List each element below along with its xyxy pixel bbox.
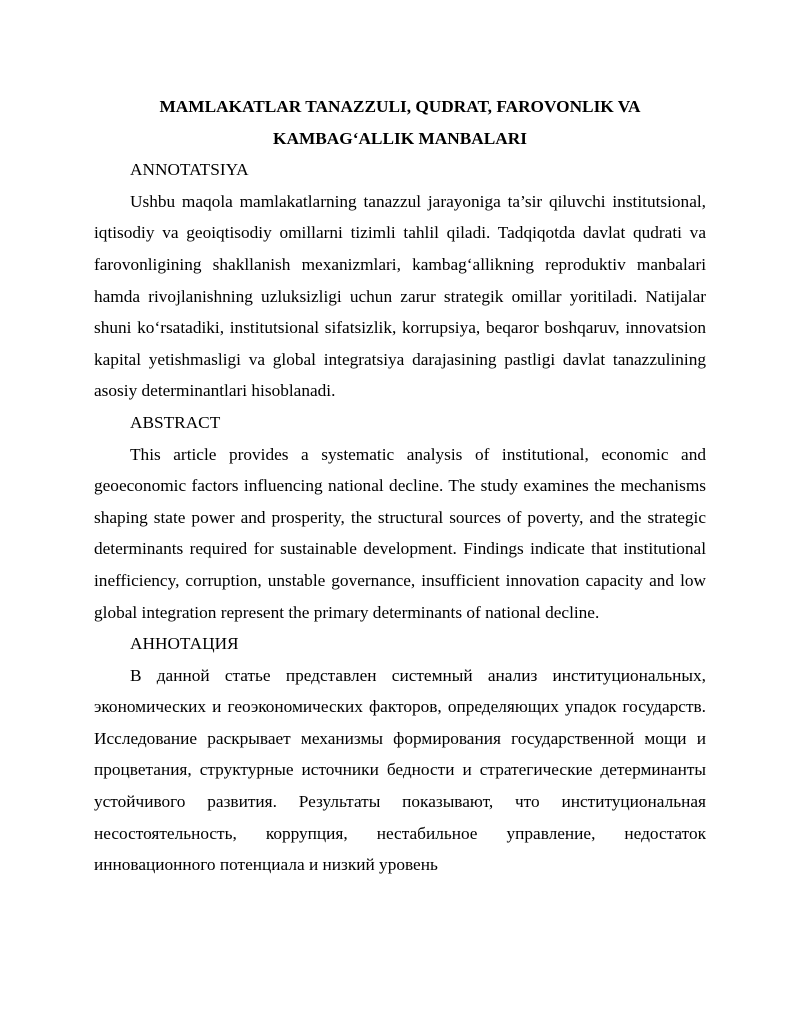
section-body-abstract: This article provides a systematic analysis of institutional, economic and geoeconomic factors influencing national decline. The study examines the mechanisms shaping state power and prosperity, the structural sources of poverty, and the strategic determinants required for sustainable development. Findings indicate that institutional inefficiency, corruption, unstable governance, insufficient innovation capacity and low global integration represent the primary determinants of national decline. bbox=[94, 444, 706, 622]
section-heading-abstract: ABSTRACT bbox=[130, 412, 221, 432]
document-title bbox=[94, 91, 706, 154]
document-page bbox=[94, 91, 706, 881]
section-heading-annotatsiya: ANNOTATSIYA bbox=[130, 160, 249, 180]
title-line-2: KAMBAG‘ALLIK MANBALARI bbox=[273, 128, 527, 148]
section-heading-annotatsiya-ru: АННОТАЦИЯ bbox=[130, 634, 239, 654]
section-body-annotatsiya-ru: В данной статье представлен системный анализ институциональных, экономических и геоэкономических факторов, определяющих упадок государств. Исследование раскрывает механизмы формирования государственной мощи и процветания, структурные источники бедности и стратегические детерминанты устойчивого развития. Результаты показывают, что институциональная несостоятельность, коррупция, нестабильное управление, недостаток инновационного потенциала и низкий уровень bbox=[94, 665, 706, 875]
section-body-annotatsiya: Ushbu maqola mamlakatlarning tanazzul jarayoniga ta’sir qiluvchi institutsional, iqtisodiy va geoiqtisodiy omillarni tizimli tahlil qiladi. Tadqiqotda davlat qudrati va farovonligining shakllanish mexanizmlari, kambag‘allikning reproduktiv manbalari hamda rivojlanishning uzluksizligi uchun zarur strategik omillar yoritiladi. Natijalar shuni ko‘rsatadiki, institutsional sifatsizlik, korrupsiya, beqaror boshqaruv, innovatsion kapital yetishmasligi va global integratsiya darajasining pastligi davlat tanazzulining asosiy determinantlari hisoblanadi. bbox=[94, 191, 706, 401]
title-line-1: MAMLAKATLAR TANAZZULI, QUDRAT, FAROVONLIK VA bbox=[159, 97, 641, 116]
